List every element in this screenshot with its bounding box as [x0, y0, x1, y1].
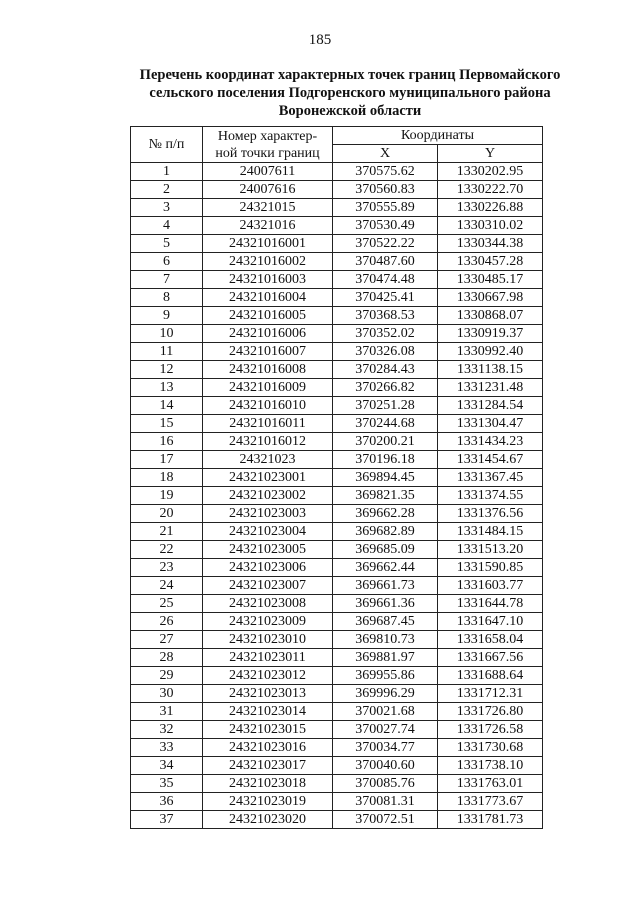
point-number-cell: 24321023002 [203, 487, 333, 505]
row-number-cell: 8 [131, 289, 203, 307]
point-number-cell: 24321015 [203, 199, 333, 217]
point-number-cell: 24321023014 [203, 703, 333, 721]
x-coordinate-cell: 369682.89 [333, 523, 438, 541]
table-row [131, 163, 543, 181]
row-number-cell: 29 [131, 667, 203, 685]
row-number-cell: 27 [131, 631, 203, 649]
row-number-cell: 30 [131, 685, 203, 703]
y-coordinate-cell: 1331712.31 [438, 685, 543, 703]
point-number-cell: 24321023009 [203, 613, 333, 631]
x-coordinate-cell: 369810.73 [333, 631, 438, 649]
x-coordinate-cell: 370284.43 [333, 361, 438, 379]
table-row [131, 469, 543, 487]
table-row [131, 541, 543, 559]
point-number-cell: 24321023018 [203, 775, 333, 793]
point-number-cell: 24321016 [203, 217, 333, 235]
x-coordinate-cell: 370487.60 [333, 253, 438, 271]
point-number-cell: 24321023019 [203, 793, 333, 811]
x-coordinate-cell: 369821.35 [333, 487, 438, 505]
y-coordinate-cell: 1331688.64 [438, 667, 543, 685]
document-title [100, 66, 600, 120]
x-coordinate-cell: 369881.97 [333, 649, 438, 667]
table-row [131, 397, 543, 415]
y-coordinate-cell: 1331376.56 [438, 505, 543, 523]
row-number-cell: 17 [131, 451, 203, 469]
x-coordinate-cell: 369894.45 [333, 469, 438, 487]
row-number-cell: 11 [131, 343, 203, 361]
header-row-number: № п/п [131, 127, 203, 163]
x-coordinate-cell: 370244.68 [333, 415, 438, 433]
y-coordinate-cell: 1331231.48 [438, 379, 543, 397]
table-row [131, 703, 543, 721]
table-row [131, 379, 543, 397]
y-coordinate-cell: 1331726.58 [438, 721, 543, 739]
x-coordinate-cell: 370196.18 [333, 451, 438, 469]
x-coordinate-cell: 370474.48 [333, 271, 438, 289]
table-row [131, 361, 543, 379]
row-number-cell: 3 [131, 199, 203, 217]
x-coordinate-cell: 370085.76 [333, 775, 438, 793]
table-row [131, 685, 543, 703]
point-number-cell: 24321023001 [203, 469, 333, 487]
y-coordinate-cell: 1331284.54 [438, 397, 543, 415]
header-x: X [333, 145, 438, 163]
x-coordinate-cell: 370266.82 [333, 379, 438, 397]
y-coordinate-cell: 1331781.73 [438, 811, 543, 829]
point-number-cell: 24321016007 [203, 343, 333, 361]
x-coordinate-cell: 370251.28 [333, 397, 438, 415]
point-number-cell: 24007616 [203, 181, 333, 199]
row-number-cell: 22 [131, 541, 203, 559]
row-number-cell: 9 [131, 307, 203, 325]
y-coordinate-cell: 1330226.88 [438, 199, 543, 217]
point-number-cell: 24321023010 [203, 631, 333, 649]
table-row [131, 271, 543, 289]
y-coordinate-cell: 1331738.10 [438, 757, 543, 775]
point-number-cell: 24321016012 [203, 433, 333, 451]
x-coordinate-cell: 370021.68 [333, 703, 438, 721]
x-coordinate-cell: 369996.29 [333, 685, 438, 703]
x-coordinate-cell: 370560.83 [333, 181, 438, 199]
point-number-cell: 24321023006 [203, 559, 333, 577]
header-point-number-line: ной точки границ [215, 145, 320, 161]
y-coordinate-cell: 1330919.37 [438, 325, 543, 343]
point-number-cell: 24321023015 [203, 721, 333, 739]
y-coordinate-cell: 1331773.67 [438, 793, 543, 811]
row-number-cell: 33 [131, 739, 203, 757]
row-number-cell: 6 [131, 253, 203, 271]
point-number-cell: 24321016004 [203, 289, 333, 307]
coordinates-table [130, 126, 543, 829]
table-row [131, 595, 543, 613]
table-row [131, 289, 543, 307]
x-coordinate-cell: 370575.62 [333, 163, 438, 181]
row-number-cell: 7 [131, 271, 203, 289]
table-row [131, 325, 543, 343]
table-row [131, 217, 543, 235]
x-coordinate-cell: 369662.44 [333, 559, 438, 577]
table-row [131, 649, 543, 667]
row-number-cell: 1 [131, 163, 203, 181]
document-title-line: Перечень координат характерных точек границ Первомайского [139, 67, 561, 83]
y-coordinate-cell: 1331726.80 [438, 703, 543, 721]
y-coordinate-cell: 1331647.10 [438, 613, 543, 631]
y-coordinate-cell: 1330202.95 [438, 163, 543, 181]
x-coordinate-cell: 369661.73 [333, 577, 438, 595]
point-number-cell: 24321016008 [203, 361, 333, 379]
y-coordinate-cell: 1331603.77 [438, 577, 543, 595]
row-number-cell: 26 [131, 613, 203, 631]
header-point-number [203, 127, 333, 163]
point-number-cell: 24321023011 [203, 649, 333, 667]
y-coordinate-cell: 1331367.45 [438, 469, 543, 487]
y-coordinate-cell: 1330310.02 [438, 217, 543, 235]
x-coordinate-cell: 369662.28 [333, 505, 438, 523]
point-number-cell: 24321023020 [203, 811, 333, 829]
y-coordinate-cell: 1331658.04 [438, 631, 543, 649]
table-row [131, 577, 543, 595]
point-number-cell: 24321016005 [203, 307, 333, 325]
point-number-cell: 24321023017 [203, 757, 333, 775]
x-coordinate-cell: 370040.60 [333, 757, 438, 775]
row-number-cell: 23 [131, 559, 203, 577]
point-number-cell: 24321023008 [203, 595, 333, 613]
y-coordinate-cell: 1331513.20 [438, 541, 543, 559]
y-coordinate-cell: 1331304.47 [438, 415, 543, 433]
x-coordinate-cell: 369687.45 [333, 613, 438, 631]
table-row [131, 775, 543, 793]
row-number-cell: 14 [131, 397, 203, 415]
table-row [131, 343, 543, 361]
row-number-cell: 15 [131, 415, 203, 433]
row-number-cell: 31 [131, 703, 203, 721]
table-row [131, 523, 543, 541]
y-coordinate-cell: 1331590.85 [438, 559, 543, 577]
x-coordinate-cell: 370530.49 [333, 217, 438, 235]
row-number-cell: 37 [131, 811, 203, 829]
point-number-cell: 24321023012 [203, 667, 333, 685]
y-coordinate-cell: 1331484.15 [438, 523, 543, 541]
table-row [131, 199, 543, 217]
row-number-cell: 19 [131, 487, 203, 505]
row-number-cell: 34 [131, 757, 203, 775]
row-number-cell: 36 [131, 793, 203, 811]
point-number-cell: 24321023016 [203, 739, 333, 757]
y-coordinate-cell: 1331667.56 [438, 649, 543, 667]
y-coordinate-cell: 1331730.68 [438, 739, 543, 757]
point-number-cell: 24321016002 [203, 253, 333, 271]
point-number-cell: 24321023003 [203, 505, 333, 523]
table-row [131, 307, 543, 325]
row-number-cell: 4 [131, 217, 203, 235]
table-row [131, 793, 543, 811]
table-row [131, 415, 543, 433]
y-coordinate-cell: 1331374.55 [438, 487, 543, 505]
row-number-cell: 18 [131, 469, 203, 487]
point-number-cell: 24321023013 [203, 685, 333, 703]
y-coordinate-cell: 1331454.67 [438, 451, 543, 469]
header-y: Y [438, 145, 543, 163]
header-point-number-line: Номер характер- [217, 128, 318, 144]
y-coordinate-cell: 1331434.23 [438, 433, 543, 451]
table-row [131, 613, 543, 631]
x-coordinate-cell: 370326.08 [333, 343, 438, 361]
y-coordinate-cell: 1330222.70 [438, 181, 543, 199]
x-coordinate-cell: 370522.22 [333, 235, 438, 253]
x-coordinate-cell: 369685.09 [333, 541, 438, 559]
point-number-cell: 24321016006 [203, 325, 333, 343]
table-row [131, 721, 543, 739]
table-row [131, 433, 543, 451]
table-row [131, 811, 543, 829]
table-row [131, 739, 543, 757]
table-row [131, 559, 543, 577]
table-row [131, 757, 543, 775]
row-number-cell: 10 [131, 325, 203, 343]
document-title-line: Воронежской области [278, 103, 422, 119]
row-number-cell: 28 [131, 649, 203, 667]
row-number-cell: 20 [131, 505, 203, 523]
x-coordinate-cell: 370352.02 [333, 325, 438, 343]
table-row [131, 451, 543, 469]
row-number-cell: 32 [131, 721, 203, 739]
point-number-cell: 24321023 [203, 451, 333, 469]
point-number-cell: 24007611 [203, 163, 333, 181]
y-coordinate-cell: 1330344.38 [438, 235, 543, 253]
y-coordinate-cell: 1330485.17 [438, 271, 543, 289]
table-row [131, 505, 543, 523]
point-number-cell: 24321023005 [203, 541, 333, 559]
table-row [131, 181, 543, 199]
x-coordinate-cell: 370425.41 [333, 289, 438, 307]
point-number-cell: 24321016003 [203, 271, 333, 289]
x-coordinate-cell: 369661.36 [333, 595, 438, 613]
row-number-cell: 13 [131, 379, 203, 397]
row-number-cell: 2 [131, 181, 203, 199]
y-coordinate-cell: 1331763.01 [438, 775, 543, 793]
y-coordinate-cell: 1330868.07 [438, 307, 543, 325]
point-number-cell: 24321023004 [203, 523, 333, 541]
table-row [131, 253, 543, 271]
table-row [131, 235, 543, 253]
y-coordinate-cell: 1330457.28 [438, 253, 543, 271]
row-number-cell: 35 [131, 775, 203, 793]
x-coordinate-cell: 370200.21 [333, 433, 438, 451]
y-coordinate-cell: 1331138.15 [438, 361, 543, 379]
page-number: 185 [308, 32, 332, 48]
x-coordinate-cell: 370034.77 [333, 739, 438, 757]
y-coordinate-cell: 1331644.78 [438, 595, 543, 613]
document-title-line: сельского поселения Подгоренского муниципального района [149, 85, 551, 101]
point-number-cell: 24321016009 [203, 379, 333, 397]
x-coordinate-cell: 370555.89 [333, 199, 438, 217]
table-row [131, 667, 543, 685]
point-number-cell: 24321016001 [203, 235, 333, 253]
row-number-cell: 16 [131, 433, 203, 451]
x-coordinate-cell: 370072.51 [333, 811, 438, 829]
point-number-cell: 24321023007 [203, 577, 333, 595]
header-coordinates: Координаты [333, 127, 543, 145]
y-coordinate-cell: 1330667.98 [438, 289, 543, 307]
row-number-cell: 12 [131, 361, 203, 379]
x-coordinate-cell: 370027.74 [333, 721, 438, 739]
row-number-cell: 24 [131, 577, 203, 595]
row-number-cell: 5 [131, 235, 203, 253]
x-coordinate-cell: 369955.86 [333, 667, 438, 685]
point-number-cell: 24321016011 [203, 415, 333, 433]
table-row [131, 487, 543, 505]
coordinates-table-body [131, 163, 543, 829]
row-number-cell: 21 [131, 523, 203, 541]
point-number-cell: 24321016010 [203, 397, 333, 415]
x-coordinate-cell: 370081.31 [333, 793, 438, 811]
row-number-cell: 25 [131, 595, 203, 613]
table-row [131, 631, 543, 649]
y-coordinate-cell: 1330992.40 [438, 343, 543, 361]
x-coordinate-cell: 370368.53 [333, 307, 438, 325]
